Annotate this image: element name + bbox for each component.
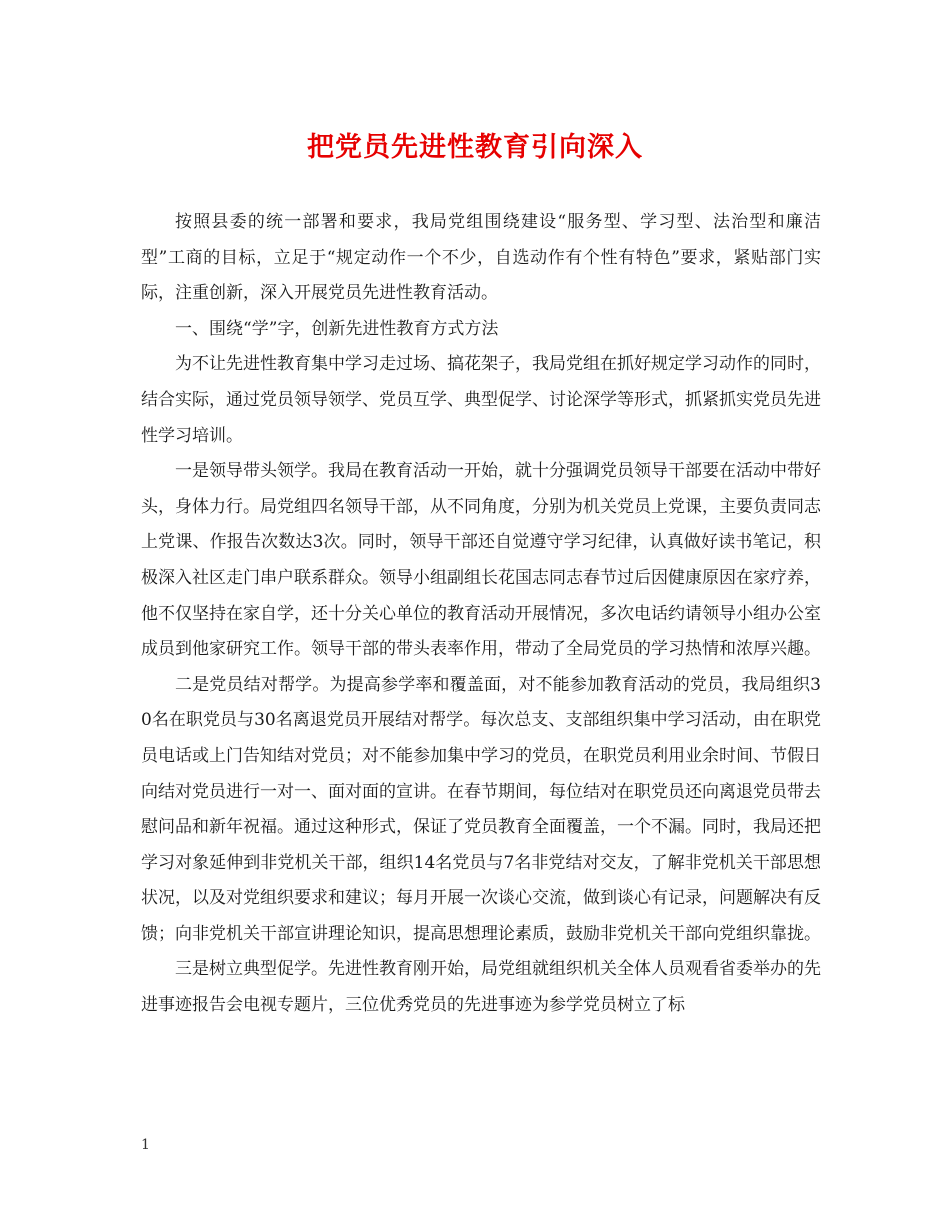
body-paragraph: 为不让先进性教育集中学习走过场、搞花架子，我局党组在抓好规定学习动作的同时，结合实际，通过党员领导领学、党员互学、典型促学、讨论深学等形式，抓紧抓实党员先进性学习培训。 [141, 354, 821, 446]
document-title: 把党员先进性教育引向深入 [307, 132, 643, 163]
intro-paragraph: 按照县委的统一部署和要求，我局党组围绕建设“服务型、学习型、法治型和廉洁型”工商的目标，立足于“规定动作一个不少，自选动作有个性有特色”要求，紧贴部门实际，注重创新，深入开展党员先进性教育活动。 [141, 212, 821, 304]
page-number: 1 [141, 1137, 150, 1153]
body-paragraph: 二是党员结对帮学。为提高参学率和覆盖面，对不能参加教育活动的党员，我局组织30名在职党员与30名离退党员开展结对帮学。每次总支、支部组织集中学习活动，由在职党员电话或上门告知结对党员；对不能参加集中学习的党员，在职党员利用业余时间、节假日向结对党员进行一对一、面对面的宣讲。在春节期间，每位结对在职党员还向离退党员带去慰问品和新年祝福。通过这种形式，保证了党员教育全面覆盖，一个不漏。同时，我局还把学习对象延伸到非党机关干部，组织14名党员与7名非党结对交友，了解非党机关干部思想状况，以及对党组织要求和建议；每月开展一次谈心交流，做到谈心有记录，问题解决有反馈；向非党机关干部宣讲理论知识，提高思想理论素质，鼓励非党机关干部向党组织靠拢。 [141, 674, 821, 944]
body-paragraph: 三是树立典型促学。先进性教育刚开始，局党组就组织机关全体人员观看省委举办的先进事迹报告会电视专题片，三位优秀党员的先进事迹为参学党员树立了标 [141, 959, 821, 1016]
body-paragraph: 一是领导带头领学。我局在教育活动一开始，就十分强调党员领导干部要在活动中带好头，身体力行。局党组四名领导干部，从不同角度，分别为机关党员上党课，主要负责同志上党课、作报告次数达3次。同时，领导干部还自觉遵守学习纪律，认真做好读书笔记，积极深入社区走门串户联系群众。领导小组副组长花国志同志春节过后因健康原因在家疗养，他不仅坚持在家自学，还十分关心单位的教育活动开展情况，多次电话约请领导小组办公室成员到他家研究工作。领导干部的带头表率作用，带动了全局党员的学习热情和浓厚兴趣。 [141, 461, 821, 660]
document-body [141, 205, 821, 1024]
section-heading: 一、围绕“学”字，创新先进性教育方式方法 [175, 318, 499, 339]
